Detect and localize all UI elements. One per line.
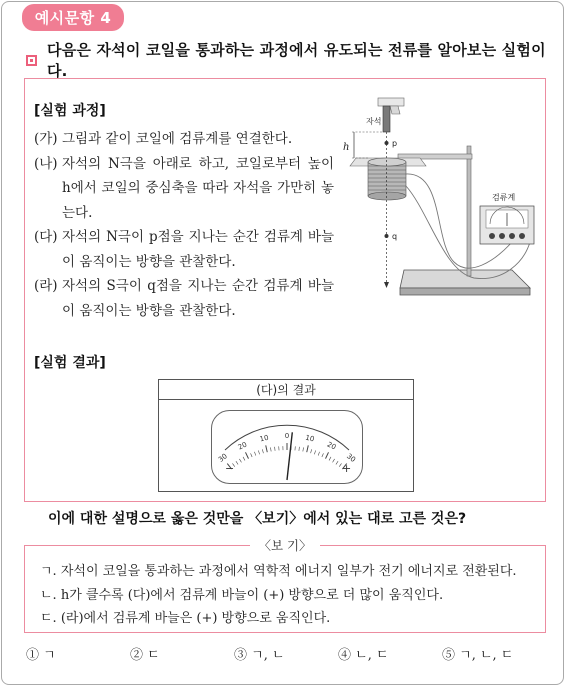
step-text: 그림과 같이 코일에 검류계를 연결한다. [62, 131, 293, 147]
galvanometer-label: 검류계 [492, 193, 516, 202]
bogi-label: 〈보 기〉 [250, 535, 320, 555]
magnet-label: 자석 [366, 117, 382, 126]
point-q-label: q [392, 232, 398, 241]
choice-3[interactable]: ③ ㄱ, ㄴ [234, 648, 285, 663]
scale-tick-label: 30 [345, 452, 358, 464]
question-prompt: 이에 대한 설명으로 옳은 것만을 〈보기〉에서 있는 대로 고른 것은? [48, 511, 467, 527]
step-label: (라) [34, 278, 58, 294]
minus-sign: − [225, 462, 235, 475]
procedure-step [34, 127, 334, 152]
question-text: 다음은 자석이 코일을 통과하는 과정에서 유도되는 전류를 알아보는 실험이다. [46, 41, 546, 80]
bogi-items [40, 560, 540, 631]
result-figure [158, 379, 414, 492]
scale-tick-label: 0 [284, 432, 290, 440]
step-text: 자석의 N극이 p점을 지나는 순간 검류계 바늘이 움직이는 방향을 관찰한다. [62, 229, 334, 270]
stand-rod [467, 146, 471, 276]
result-figure-title: (다)의 결과 [159, 380, 413, 400]
height-label: h [343, 142, 350, 153]
step-label: (다) [34, 229, 58, 245]
magnet [383, 106, 390, 132]
coil [368, 158, 406, 200]
step-label: (가) [34, 131, 58, 147]
experiment-apparatus-illustration [334, 92, 540, 304]
square-bullet-icon [26, 55, 37, 66]
scale-tick-label: 10 [304, 433, 316, 444]
choice-4[interactable]: ④ ㄴ, ㄷ [338, 648, 389, 663]
galvanometer-illustration [480, 206, 534, 244]
procedure-step [34, 152, 334, 226]
question-stem [26, 41, 565, 80]
plus-sign: + [342, 462, 352, 475]
galvanometer-scale [211, 410, 363, 484]
magnet-holder [378, 98, 404, 114]
result-title: [실험 결과] [34, 355, 106, 371]
point-p-dot [385, 141, 389, 145]
procedure-step [34, 274, 334, 323]
procedure-step [34, 225, 334, 274]
procedure-title: [실험 과정] [34, 103, 106, 119]
choice-1[interactable]: ① ㄱ [26, 648, 56, 663]
fall-arrow-icon [384, 282, 389, 288]
item-number-tag: 예시문항 4 [22, 4, 124, 31]
step-label: (나) [34, 155, 58, 172]
procedure-steps [34, 127, 334, 323]
choice-5[interactable]: ⑤ ㄱ, ㄴ, ㄷ [442, 648, 514, 663]
answer-choices [26, 644, 546, 668]
choice-2[interactable]: ② ㄷ [130, 648, 160, 663]
point-p-label: p [392, 139, 398, 148]
scale-tick-label: 20 [325, 440, 338, 452]
scale-tick-label: 30 [216, 452, 229, 464]
scale-tick-label: 20 [236, 440, 249, 452]
bogi-item: ㄱ. 자석이 코일을 통과하는 과정에서 역학적 에너지 일부가 전기 에너지로 전환된다. [40, 564, 517, 579]
step-text: 자석의 N극을 아래로 하고, 코일로부터 높이 h에서 코일의 중심축을 따라 자석을 가만히 놓는다. [62, 155, 334, 221]
bogi-item: ㄷ. (라)에서 검류계 바늘은 (+) 방향으로 움직인다. [40, 611, 331, 626]
scale-tick-label: 10 [258, 433, 270, 444]
step-text: 자석의 S극이 q점을 지나는 순간 검류계 바늘이 움직이는 방향을 관찰한다. [62, 278, 334, 319]
stand-base [400, 270, 530, 288]
stand-base-edge [400, 288, 530, 295]
bogi-item: ㄴ. h가 클수록 (다)에서 검류계 바늘이 (+) 방향으로 더 많이 움직인다. [40, 587, 444, 603]
height-marker [352, 132, 384, 158]
point-q-dot [385, 234, 389, 238]
